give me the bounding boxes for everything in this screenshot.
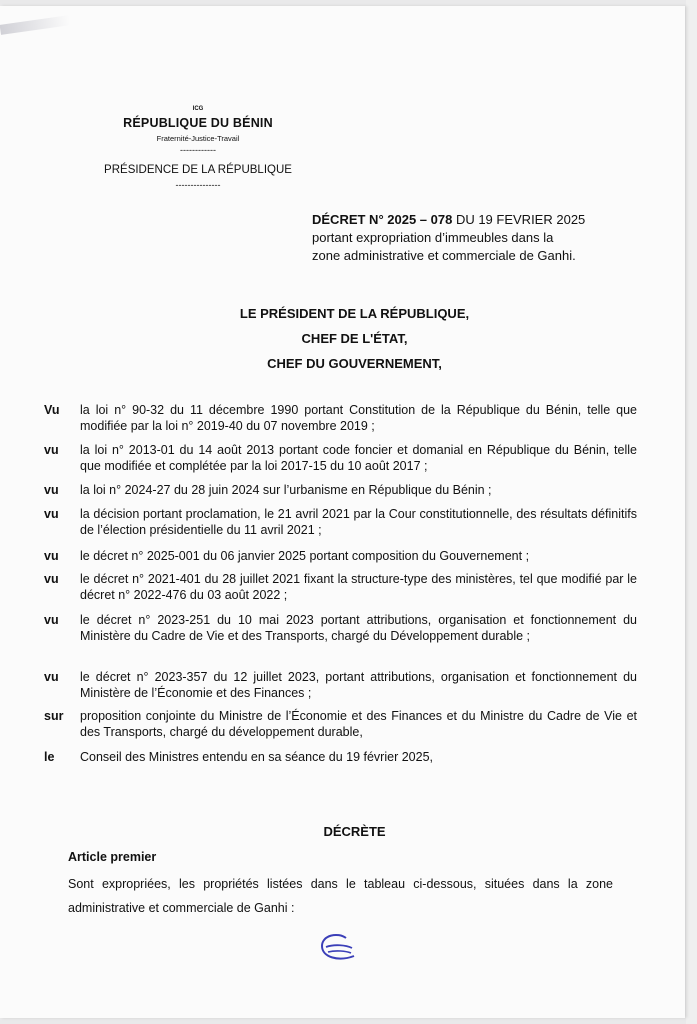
visa-keyword: Vu	[44, 403, 60, 417]
visa-text: le décret n° 2023-357 du 12 juillet 2023, portant attributions, organisation et fonctionnement du Ministère de l’Économie et des Finances ;	[80, 670, 637, 700]
header-separator-2: ---------------	[175, 180, 221, 190]
visa-keyword: vu	[44, 549, 59, 563]
page-edge	[686, 0, 697, 1024]
visa-keyword: vu	[44, 670, 59, 684]
visa-keyword: vu	[44, 572, 59, 586]
head-of-government-title: CHEF DU GOUVERNEMENT,	[267, 356, 442, 371]
decree-subject-2: zone administrative et commerciale de Ganhi.	[312, 248, 576, 263]
visa-keyword: vu	[44, 483, 59, 497]
visa-keyword: vu	[44, 443, 59, 457]
visa-text: la loi n° 90-32 du 11 décembre 1990 portant Constitution de la République du Bénin, telle que modifiée par la loi n° 2019-40 du 07 novembre 2019 ;	[80, 403, 637, 433]
article-body: Sont expropriées, les propriétés listées dans le tableau ci-dessous, situées dans la zone administrative et commerciale de Ganhi :	[68, 877, 613, 915]
visa-text: proposition conjointe du Ministre de l’Économie et des Finances et du Ministre du Cadre de Vie et des Transports, chargé du développement durable,	[80, 709, 637, 739]
header-icg: ICG	[192, 106, 204, 112]
decree-number: DÉCRET N° 2025 – 078	[312, 212, 453, 227]
visa-keyword: vu	[44, 507, 59, 521]
decree-title	[312, 211, 632, 265]
visa-text: Conseil des Ministres entendu en sa séance du 19 février 2025,	[80, 750, 433, 764]
header-motto: Fraternité-Justice-Travail	[156, 134, 240, 143]
header-presidency: PRÉSIDENCE DE LA RÉPUBLIQUE	[104, 164, 292, 176]
head-of-state-title: CHEF DE L'ÉTAT,	[301, 331, 408, 346]
scan-smudge	[0, 15, 70, 35]
visa-text: le décret n° 2021-401 du 28 juillet 2021 fixant la structure-type des ministères, tel que modifié par le décret n° 2022-476 du 03 août 2022 ;	[80, 572, 637, 602]
header-separator: ------------	[180, 145, 216, 155]
visa-text: le décret n° 2025-001 du 06 janvier 2025 portant composition du Gouvernement ;	[80, 549, 530, 563]
visa-keyword: sur	[44, 709, 64, 723]
decrete-heading: DÉCRÈTE	[323, 824, 386, 839]
visa-text: la loi n° 2013-01 du 14 août 2013 portant code foncier et domanial en République du Bénin, telle que modifiée et complétée par la loi 2017-15 du 10 août 2017 ;	[80, 443, 637, 473]
visa-keyword: vu	[44, 613, 59, 627]
header-republic: RÉPUBLIQUE DU BÉNIN	[123, 116, 273, 130]
president-title: LE PRÉSIDENT DE LA RÉPUBLIQUE,	[239, 306, 470, 321]
handwritten-initial	[316, 932, 360, 966]
visa-text: la décision portant proclamation, le 21 avril 2021 par la Cour constitutionnelle, des résultats définitifs de l’élection présidentielle du 11 avril 2021 ;	[80, 507, 637, 537]
document-page	[0, 6, 685, 1018]
visa-keyword: le	[44, 750, 55, 764]
visa-text: la loi n° 2024-27 du 28 juin 2024 sur l’urbanisme en République du Bénin ;	[80, 483, 492, 497]
article-title: Article premier	[68, 850, 157, 864]
visa-text: le décret n° 2023-251 du 10 mai 2023 portant attributions, organisation et fonctionnement du Ministère du Cadre de Vie et des Transports, chargé du Développement durable ;	[80, 613, 637, 643]
decree-subject-1: portant expropriation d’immeubles dans la	[312, 230, 554, 245]
decree-date: DU 19 FEVRIER 2025	[452, 212, 586, 227]
